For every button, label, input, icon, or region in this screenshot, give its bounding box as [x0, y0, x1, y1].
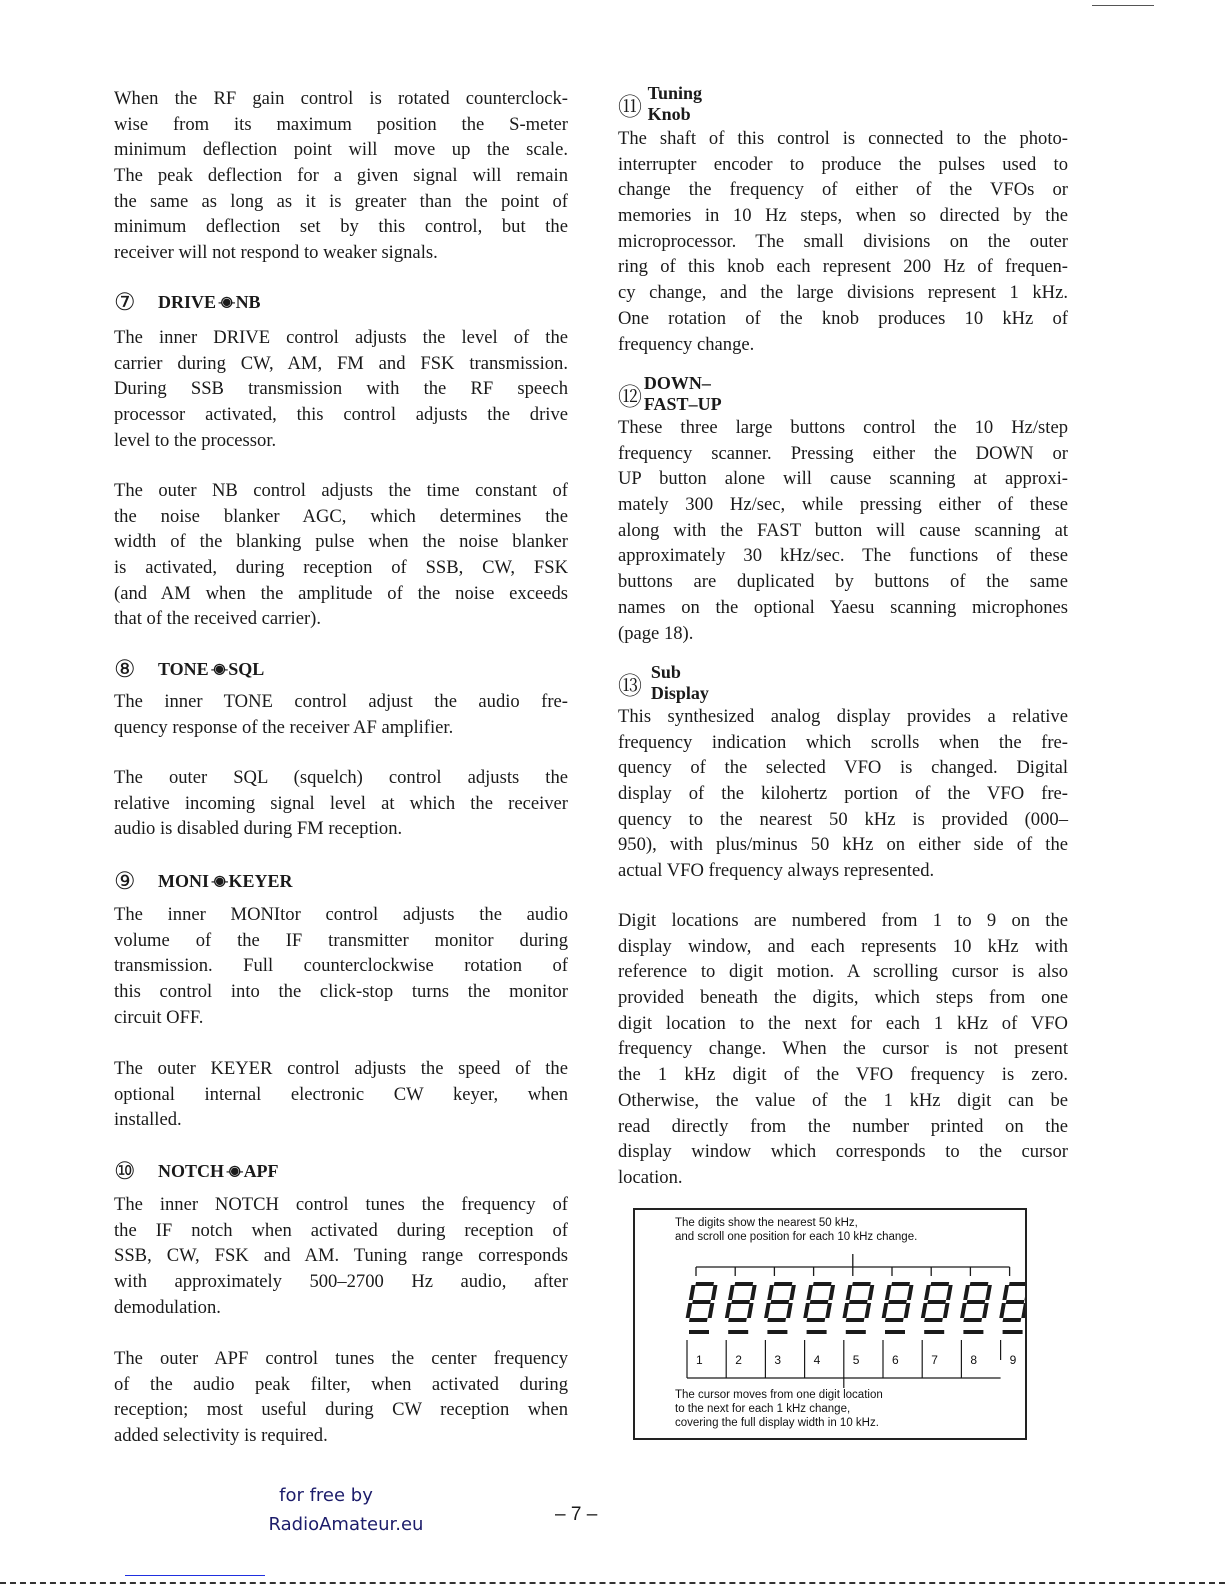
seven-segment-digit [803, 1282, 836, 1322]
paragraph [114, 86, 568, 266]
text-line: These three large buttons control the 10 Hz/step [618, 417, 1068, 438]
text-line: this control into the click-stop turns the monitor [114, 981, 568, 1003]
segment [927, 1300, 946, 1304]
segment [846, 1318, 865, 1322]
digit-location-label: 4 [813, 1353, 821, 1367]
segment [885, 1318, 904, 1322]
text-line: volume of the IF transmitter monitor during [114, 929, 568, 951]
paragraph [618, 908, 1068, 1191]
text-line: frequency scanner. Pressing either the DOWN or [618, 442, 1068, 464]
segment [689, 1318, 708, 1322]
segment [825, 1303, 832, 1318]
segment [907, 1285, 914, 1300]
segment [982, 1303, 989, 1318]
paragraph [618, 704, 1068, 884]
text-line: memories in 10 Hz steps, when so directed by the [618, 205, 1068, 227]
segment [963, 1285, 970, 1300]
seven-segment-digit [685, 1282, 718, 1322]
text-line: The outer APF control tunes the center frequency [114, 1348, 568, 1369]
caption-line: and scroll one position for each 10 kHz change. [675, 1231, 918, 1243]
segment [750, 1285, 757, 1300]
segment [946, 1285, 953, 1300]
section-heading [618, 373, 729, 414]
text-line: along with the FAST button will cause scanning at [618, 519, 1068, 541]
text-line: location. [618, 1166, 683, 1188]
text-line: the same as long as it is greater than the point of [114, 190, 568, 212]
segment [1021, 1303, 1025, 1318]
segment [930, 1282, 949, 1286]
segment [960, 1303, 967, 1318]
text-line: microprocessor. The small divisions on the outer [618, 230, 1068, 252]
text-line: audio is disabled during FM reception. [114, 818, 403, 840]
caption-line: The cursor moves from one digit location [675, 1389, 883, 1401]
cursor-segment [924, 1330, 944, 1334]
text-line: During SSB transmission with the RF speech [114, 378, 568, 400]
section-number: ⑬ [618, 673, 642, 700]
seven-segment-digit [920, 1282, 953, 1322]
segment [985, 1285, 992, 1300]
text-line: added selectivity is required. [114, 1425, 328, 1447]
text-line: The outer KEYER control adjusts the speed of the [114, 1058, 568, 1079]
segment [1009, 1282, 1025, 1286]
text-line: cy change, and the large divisions represent 1 kHz. [618, 282, 1068, 304]
segment [708, 1303, 715, 1318]
text-line: frequency change. [618, 333, 755, 355]
text-line: display of the kilohertz portion of the VFO fre- [618, 783, 1068, 805]
segment [695, 1282, 714, 1286]
text-line: (page 18). [618, 622, 694, 644]
outer-control-label: SQL [228, 658, 265, 679]
credit-line-2[interactable]: RadioAmateur.eu [268, 1514, 424, 1535]
text-line: names on the optional Yaesu scanning microphones [618, 596, 1068, 618]
paragraph [114, 689, 568, 740]
text-line: (and AM when the amplitude of the noise exceeds [114, 582, 568, 604]
text-line: change the frequency of either of the VFOs or [618, 179, 1068, 201]
segment [924, 1318, 943, 1322]
section-heading [114, 656, 264, 682]
segment [689, 1285, 696, 1300]
inner-control-label: NOTCH [158, 1160, 225, 1181]
caption-line: covering the full display width in 10 kHz. [675, 1417, 879, 1429]
segment [774, 1282, 793, 1286]
text-line: processor activated, this control adjusts the drive [114, 404, 568, 426]
text-line: minimum deflection set by this control, but the [114, 216, 568, 238]
segment [767, 1285, 774, 1300]
segment [924, 1285, 931, 1300]
text-line: UP button alone will cause scanning at approxi- [618, 468, 1068, 490]
seven-segment-digit [763, 1282, 796, 1322]
text-line: quency response of the receiver AF amplifier. [114, 716, 454, 738]
seven-segment-digit [881, 1282, 914, 1322]
segment [806, 1285, 813, 1300]
paragraph [618, 126, 1068, 357]
top-rule [1092, 5, 1154, 6]
credit-line-1[interactable]: for free by [279, 1485, 373, 1506]
segment [882, 1303, 889, 1318]
section-title: DOWN–FAST–UP [643, 373, 722, 414]
text-line: read directly from the number printed on the [618, 1115, 1068, 1137]
text-line: quency to the nearest 50 kHz is provided (000– [618, 808, 1068, 830]
segment [1002, 1285, 1009, 1300]
section-number: ⑩ [114, 1158, 136, 1185]
segment [728, 1318, 747, 1322]
text-line: the IF notch when activated during reception of [114, 1219, 568, 1241]
segment [686, 1303, 693, 1318]
segment [970, 1282, 989, 1286]
cursor-segment [963, 1330, 983, 1334]
text-line: display window which corresponds to the cursor [618, 1141, 1068, 1163]
segment [725, 1303, 732, 1318]
inner-control-label: TONE [158, 658, 209, 679]
concentric-knob-icon: -◉- [226, 1163, 242, 1179]
text-line: circuit OFF. [114, 1006, 204, 1028]
caption-line: The digits show the nearest 50 kHz, [675, 1217, 858, 1229]
digit-location-label: 8 [970, 1353, 978, 1367]
segment [891, 1282, 910, 1286]
segment [963, 1318, 982, 1322]
outer-control-label: APF [243, 1160, 279, 1181]
text-line: The inner MONItor control adjusts the audio [114, 904, 568, 925]
diagram-bottom-caption [675, 1388, 883, 1430]
sub-display-diagram [633, 1208, 1027, 1440]
text-line: The inner TONE control adjust the audio fre- [114, 691, 568, 712]
caption-line: to the next for each 1 kHz change, [675, 1403, 851, 1415]
segment [789, 1285, 796, 1300]
text-line: width of the blanking pulse when the noise blanker [114, 531, 568, 553]
text-line: the 1 kHz digit of the VFO frequency is zero. [618, 1064, 1068, 1086]
text-line: When the RF gain control is rotated counterclock- [114, 88, 568, 109]
section-title: Tuning Knob [647, 83, 703, 124]
segment [864, 1303, 871, 1318]
segment [921, 1303, 928, 1318]
text-line: The inner NOTCH control tunes the frequency of [114, 1194, 568, 1215]
text-line: with approximately 500–2700 Hz audio, after [114, 1271, 568, 1293]
section-number: ⑫ [618, 384, 642, 411]
text-line: reception; most useful during CW reception when [114, 1399, 568, 1421]
segment [1024, 1285, 1025, 1300]
text-line: level to the processor. [114, 429, 277, 451]
text-line: The outer SQL (squelch) control adjusts the [114, 767, 568, 788]
text-line: interrupter encoder to produce the pulses used to [618, 153, 1068, 175]
text-line: quency of the selected VFO is changed. Digital [618, 757, 1068, 779]
section-number: ⑦ [114, 289, 136, 316]
cursor-segment [728, 1330, 748, 1334]
text-line: digit location to the next for each 1 kHz of VFO [618, 1012, 1068, 1034]
segment [731, 1300, 750, 1304]
segment [786, 1303, 793, 1318]
section-title: Sub Display [650, 662, 709, 703]
text-line: frequency indication which scrolls when the fre- [618, 731, 1068, 753]
segment [846, 1285, 853, 1300]
text-line: installed. [114, 1109, 182, 1131]
segment [828, 1285, 835, 1300]
cursor-segment [885, 1330, 905, 1334]
text-line: reference to digit motion. A scrolling cursor is also [618, 961, 1068, 983]
text-line: frequency change. When the cursor is not present [618, 1038, 1068, 1060]
segment [711, 1285, 718, 1300]
text-line: mately 300 Hz/sec, while pressing either of these [618, 494, 1068, 516]
digit-location-label: 6 [892, 1353, 899, 1367]
segment [1006, 1300, 1025, 1304]
text-line: This synthesized analog display provides a relative [618, 706, 1068, 727]
text-line: receiver will not respond to weaker signals. [114, 242, 438, 264]
segment [771, 1300, 790, 1304]
segment [868, 1285, 875, 1300]
segment [888, 1300, 907, 1304]
text-line: demodulation. [114, 1296, 221, 1318]
digit-location-label: 2 [735, 1353, 742, 1367]
segment [764, 1303, 771, 1318]
segment [849, 1300, 868, 1304]
seven-segment-digit [842, 1282, 875, 1322]
segment [807, 1318, 826, 1322]
section-heading [114, 868, 293, 894]
text-line: ring of this knob each represent 200 Hz of frequen- [618, 256, 1068, 278]
digit-location-label: 9 [1009, 1353, 1017, 1367]
section-number: ⑨ [114, 868, 136, 895]
text-line: provided beneath the digits, which steps from one [618, 987, 1068, 1009]
paragraph [114, 902, 568, 1030]
segment [1003, 1318, 1022, 1322]
text-line: the noise blanker AGC, which determines the [114, 505, 568, 527]
text-line: SSB, CW, FSK and AM. Tuning range corresponds [114, 1245, 568, 1267]
seven-segment-digit [724, 1282, 757, 1322]
bottom-rule [0, 1582, 1225, 1584]
paragraph [618, 415, 1068, 646]
inner-control-label: DRIVE [158, 291, 217, 312]
paragraph [114, 478, 568, 632]
text-line: approximately 30 kHz/sec. The functions of these [618, 545, 1068, 567]
digit-location-label: 1 [696, 1353, 703, 1367]
paragraph [114, 1056, 568, 1133]
cursor-segment [846, 1330, 866, 1334]
text-line: display window, and each represents 10 kHz with [618, 935, 1068, 957]
digit-location-label: 7 [931, 1353, 938, 1367]
segment [728, 1285, 735, 1300]
paragraph [114, 1192, 568, 1320]
link-underline [125, 1575, 265, 1576]
segment [810, 1300, 829, 1304]
segment [767, 1318, 786, 1322]
digit-location-label: 5 [852, 1353, 860, 1367]
concentric-knob-icon: -◉- [211, 873, 227, 889]
section-heading [618, 83, 716, 124]
text-line: wise from its maximum position the S-meter [114, 113, 568, 135]
text-line: The outer NB control adjusts the time constant of [114, 480, 568, 501]
segment [734, 1282, 753, 1286]
text-line: minimum deflection point will move up the scale. [114, 139, 568, 161]
section-heading [114, 289, 261, 315]
segment [692, 1300, 711, 1304]
concentric-knob-icon: -◉- [218, 294, 234, 310]
segment [842, 1303, 849, 1318]
text-line: Digit locations are numbered from 1 to 9 on the [618, 910, 1068, 931]
text-line: One rotation of the knob produces 10 kHz of [618, 307, 1068, 329]
text-line: relative incoming signal level at which the receiver [114, 792, 568, 814]
section-number: ⑪ [618, 94, 642, 121]
text-line: optional internal electronic CW keyer, when [114, 1083, 568, 1105]
section-heading [618, 662, 720, 703]
cursor-segment [689, 1330, 709, 1334]
text-line: buttons are duplicated by buttons of the same [618, 571, 1068, 593]
text-line: The peak deflection for a given signal will remain [114, 165, 568, 187]
concentric-knob-icon: -◉- [210, 661, 227, 677]
cursor-segment [767, 1330, 787, 1334]
outer-control-label: KEYER [228, 870, 293, 891]
segment [904, 1303, 911, 1318]
segment [999, 1303, 1006, 1318]
segment [852, 1282, 871, 1286]
section-number: ⑧ [114, 656, 136, 683]
text-line: carrier during CW, AM, FM and FSK transmission. [114, 352, 568, 374]
cursor-segment [807, 1330, 827, 1334]
segment [967, 1300, 986, 1304]
segment [747, 1303, 754, 1318]
text-line: 950), with plus/minus 50 kHz on either side of the [618, 834, 1068, 856]
seven-segment-digit [959, 1282, 992, 1322]
segment [885, 1285, 892, 1300]
text-line: The shaft of this control is connected to the photo- [618, 128, 1068, 149]
text-line: actual VFO frequency always represented. [618, 860, 935, 882]
digit-location-label: 3 [774, 1353, 782, 1367]
segment [943, 1303, 950, 1318]
paragraph [114, 325, 568, 453]
section-heading [114, 1158, 279, 1184]
paragraph [114, 1346, 568, 1449]
text-line: Otherwise, the value of the 1 kHz digit can be [618, 1089, 1068, 1111]
text-line: that of the received carrier). [114, 608, 321, 630]
text-line: transmission. Full counterclockwise rotation of [114, 955, 568, 977]
text-line: The inner DRIVE control adjusts the level of the [114, 327, 568, 348]
outer-control-label: NB [235, 291, 261, 312]
page-number: – 7 – [555, 1504, 598, 1525]
segment [803, 1303, 810, 1318]
inner-control-label: MONI [158, 870, 209, 891]
text-line: is activated, during reception of SSB, CW, FSK [114, 557, 568, 579]
text-line: of the audio peak filter, when activated during [114, 1373, 568, 1395]
seven-segment-digit [999, 1282, 1025, 1322]
cursor-segment [1003, 1330, 1023, 1334]
paragraph [114, 765, 568, 842]
segment [813, 1282, 832, 1286]
